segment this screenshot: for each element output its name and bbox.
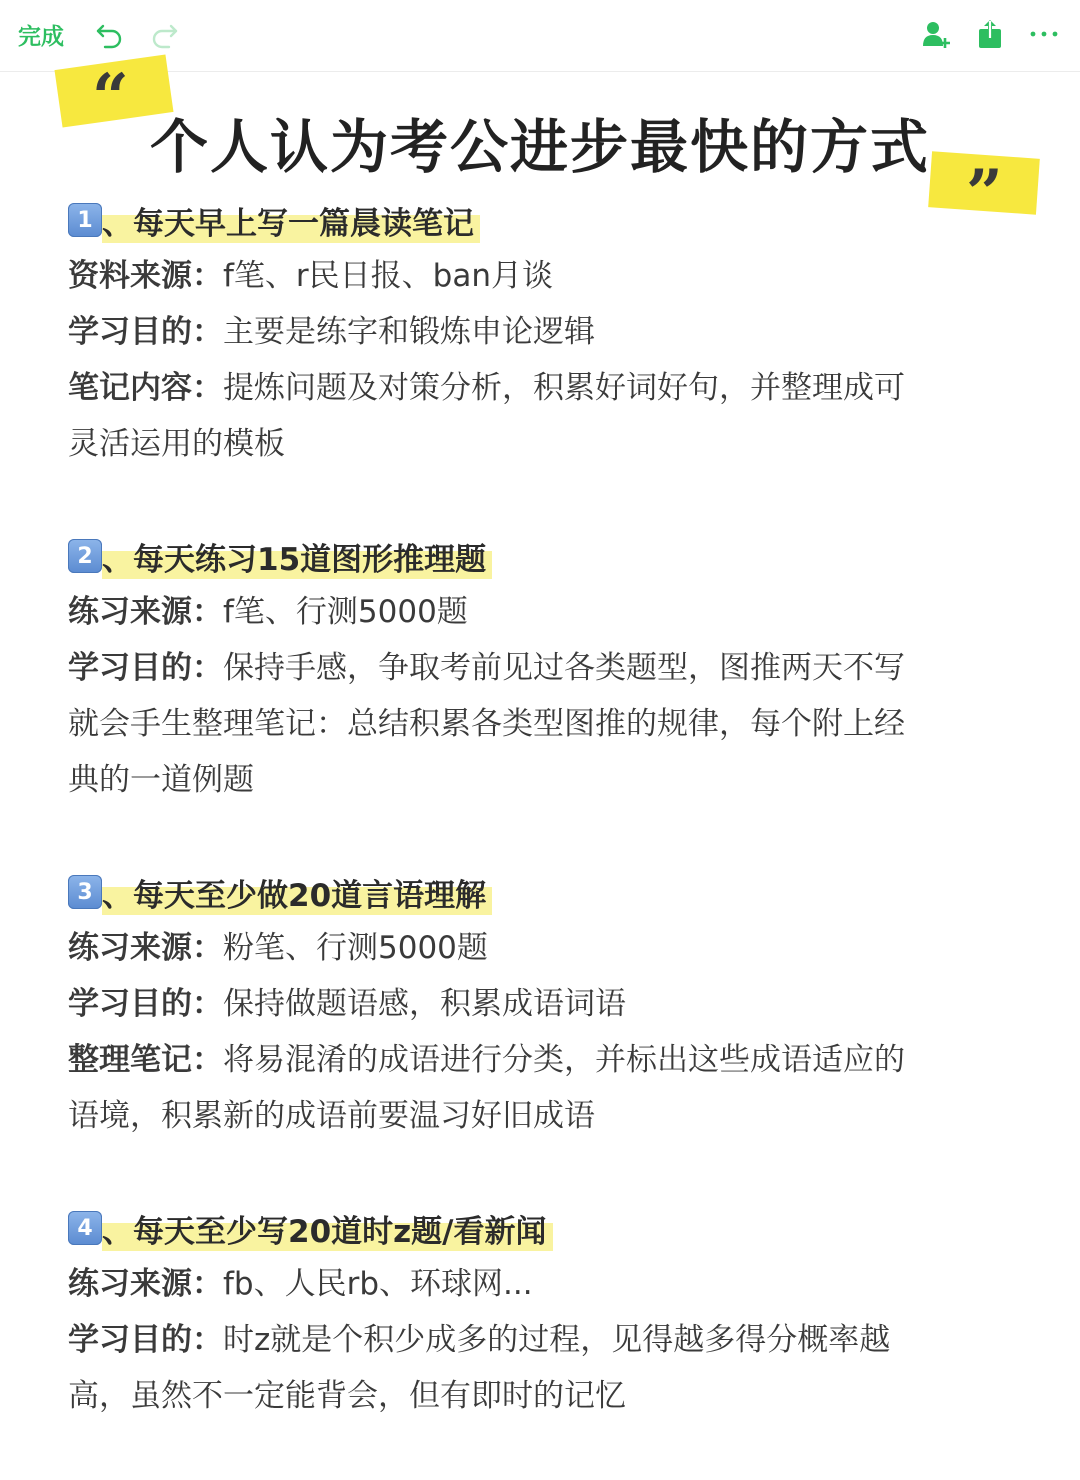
line-text: 主要是练字和锻炼申论逻辑 [223,314,595,350]
text-line [68,416,1018,472]
line-text: 时z就是个积少成多的过程，见得越多得分概率越 [223,1322,891,1358]
section-heading-text: 、每天练习15道图形推理题 [102,534,492,579]
line-text: 提炼问题及对策分析，积累好词好句，并整理成可 [223,370,905,406]
add-user-icon[interactable] [920,18,952,50]
section-heading-text: 、每天早上写一篇晨读笔记 [102,198,480,243]
line-text: f笔、r民日报、ban月谈 [223,258,553,294]
text-line [68,1312,1018,1368]
number-badge: 3 [68,875,102,909]
more-icon[interactable] [1028,18,1060,50]
text-line [68,752,1018,808]
text-line [68,360,1018,416]
text-line [68,976,1018,1032]
line-text: 典的一道例题 [68,762,254,798]
line-label: 练习来源： [68,594,223,630]
line-label: 练习来源： [68,1266,223,1302]
section-1 [68,192,1018,472]
number-badge: 4 [68,1211,102,1245]
share-icon[interactable] [974,18,1006,50]
line-label: 学习目的： [68,986,223,1022]
line-text: 灵活运用的模板 [68,426,285,462]
close-quote-icon: ” [966,156,1003,231]
text-line [68,696,1018,752]
line-label: 练习来源： [68,930,223,966]
section-heading [68,192,1018,248]
section-heading-text: 、每天至少写20道时z题/看新闻 [102,1206,553,1251]
line-text: 就会手生整理笔记：总结积累各类型图推的规律，每个附上经 [68,706,905,742]
text-line [68,920,1018,976]
text-line [68,1032,1018,1088]
line-label: 整理笔记： [68,1042,223,1078]
line-text: 保持手感，争取考前见过各类题型，图推两天不写 [223,650,905,686]
line-text: 高，虽然不一定能背会，但有即时的记忆 [68,1378,626,1414]
number-badge: 2 [68,539,102,573]
line-text: 语境，积累新的成语前要温习好旧成语 [68,1098,595,1134]
text-line [68,304,1018,360]
open-quote-icon: “ [92,60,129,135]
section-3 [68,864,1018,1144]
section-heading-text: 、每天至少做20道言语理解 [102,870,492,915]
redo-icon[interactable] [148,18,180,50]
line-text: f笔、行测5000题 [223,594,468,630]
number-badge: 1 [68,203,102,237]
section-2 [68,528,1018,808]
section-heading [68,864,1018,920]
text-line [68,248,1018,304]
section-4 [68,1200,1018,1424]
text-line [68,1088,1018,1144]
text-line [68,640,1018,696]
page-title: 个人认为考公进步最快的方式 [149,113,930,181]
line-text: 粉笔、行测5000题 [223,930,488,966]
text-line [68,584,1018,640]
note-body[interactable] [68,192,1018,1480]
line-label: 笔记内容： [68,370,223,406]
section-heading [68,1200,1018,1256]
line-label: 学习目的： [68,314,223,350]
line-text: fb、人民rb、环球网... [223,1266,533,1302]
undo-icon[interactable] [94,18,126,50]
line-text: 保持做题语感，积累成语词语 [223,986,626,1022]
line-label: 资料来源： [68,258,223,294]
line-text: 将易混淆的成语进行分类，并标出这些成语适应的 [223,1042,905,1078]
section-heading [68,528,1018,584]
text-line [68,1256,1018,1312]
line-label: 学习目的： [68,650,223,686]
done-button[interactable]: 完成 [18,24,64,50]
text-line [68,1368,1018,1424]
line-label: 学习目的： [68,1322,223,1358]
